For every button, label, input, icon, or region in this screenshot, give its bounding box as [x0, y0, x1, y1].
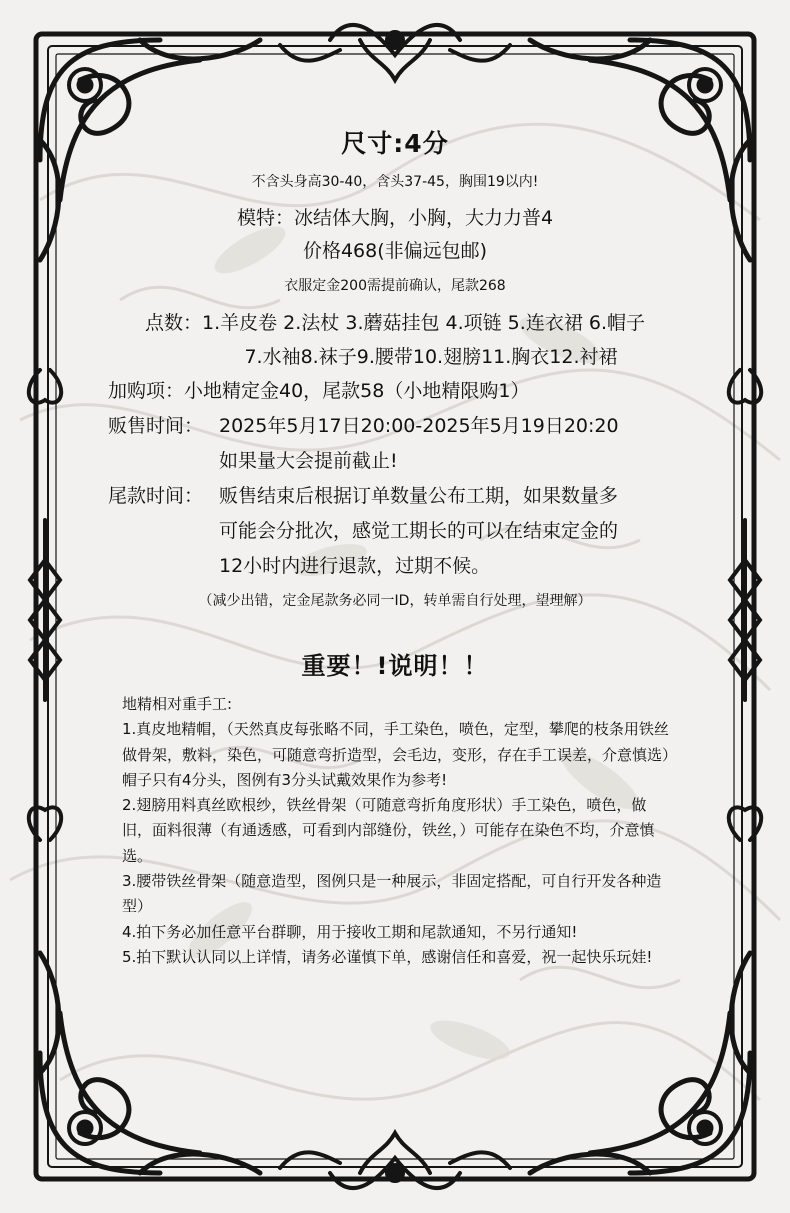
model-line: 模特：冰结体大胸，小胸，大力力普4	[236, 207, 554, 229]
price-line: 价格468(非偏远包邮)	[302, 240, 488, 262]
addon-line	[108, 376, 529, 403]
balance-time-label: 尾款时间：	[108, 485, 204, 507]
points-line-2: 7.水袖8.袜子9.腰带10.翅膀11.胸衣12.衬裙	[244, 346, 618, 368]
note-item-4: 4.拍下务必加任意平台群聊，用于接收工期和尾款通知，不另行通知!	[122, 922, 578, 941]
notes-block	[122, 692, 670, 970]
addon-text: 加购项：小地精定金40，尾款58（小地精限购1）	[108, 380, 530, 402]
balance-time-line-3: 12小时内进行退款，过期不候。	[219, 555, 491, 577]
note-item-1: 1.真皮地精帽，（天然真皮每张略不同，手工染色，喷色，定型，攀爬的枝条用铁丝做骨架，敷料，染色，可随意弯折造型，会毛边，变形，存在手工误差，介意慎选）帽子只有4分头，图例有3分头试戴效果作为参考!	[122, 720, 670, 789]
sale-time-line-1: 2025年5月17日20:00-2025年5月19日20:20	[219, 415, 619, 437]
size-title: 尺寸:4分	[341, 129, 449, 158]
sale-time-label: 贩售时间：	[108, 415, 204, 437]
note-item-2: 2.翅膀用料真丝欧根纱，铁丝骨架（可随意弯折角度形状）手工染色，喷色，做旧，面料很薄（有通透感，可看到内部缝份，铁丝，）可能存在染色不均，介意慎选。	[122, 796, 655, 865]
important-title: 重要！!说明！！	[301, 652, 489, 680]
balance-time-line-1: 贩售结束后根据订单数量公布工期，如果数量多	[219, 485, 619, 507]
balance-time-line-2: 可能会分批次，感觉工期长的可以在结束定金的	[219, 520, 619, 542]
note-item-3: 3.腰带铁丝骨架（随意造型，图例只是一种展示，非固定搭配，可自行开发各种造型）	[122, 872, 662, 916]
id-note: （减少出错，定金尾款务必同一ID，转单需自行处理，望理解）	[198, 593, 592, 609]
points-line-1: 点数：1.羊皮卷 2.法杖 3.蘑菇挂包 4.项链 5.连衣裙 6.帽子	[145, 312, 645, 334]
sale-time-line-2: 如果量大会提前截止!	[219, 450, 398, 472]
deposit-note: 衣服定金200需提前确认，尾款268	[284, 278, 506, 294]
note-item-5: 5.拍下默认认同以上详情，请务必谨慎下单，感谢信任和喜爱，祝一起快乐玩娃!	[122, 947, 653, 966]
height-note: 不含头身高30-40，含头37-45，胸围19以内!	[251, 174, 539, 190]
notes-heading: 地精相对重手工:	[122, 695, 233, 713]
